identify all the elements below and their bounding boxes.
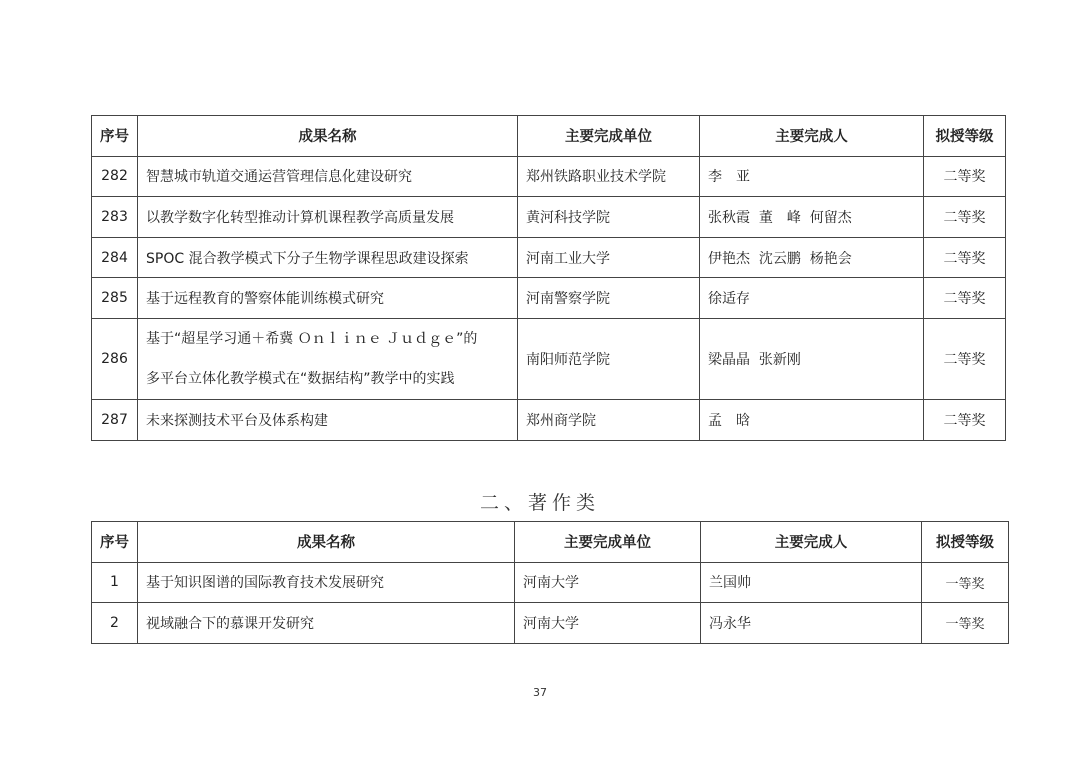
header-seq: 序号 [92,522,138,563]
cell-unit: 南阳师范学院 [518,318,700,399]
cell-name [138,318,518,399]
header-person: 主要完成人 [700,116,924,157]
header-seq: 序号 [92,116,138,157]
cell-name: 视域融合下的慕课开发研究 [138,603,515,644]
cell-name: 智慧城市轨道交通运营管理信息化建设研究 [138,156,518,197]
page-number: 37 [533,686,547,699]
cell-person: 梁晶晶 张新刚 [700,318,924,399]
cell-person: 徐适存 [700,278,924,319]
cell-seq: 286 [92,318,138,399]
table-row [92,278,1006,319]
cell-unit: 河南大学 [515,603,701,644]
cell-name-line1: 基于“超星学习通＋希冀 Ｏｎｌｉｎｅ Ｊｕｄｇｅ”的 [146,330,478,347]
cell-person: 冯永华 [701,603,922,644]
table-row [92,603,1009,644]
cell-grade: 二等奖 [924,237,1006,278]
cell-person: 兰国帅 [701,562,922,603]
awards-table-main [91,115,1006,441]
table-row [92,562,1009,603]
cell-grade: 一等奖 [922,603,1009,644]
header-name: 成果名称 [138,522,515,563]
section-title: 二、著作类 [479,492,600,514]
table-row [92,197,1006,238]
awards-table-books [91,521,1009,644]
cell-grade: 二等奖 [924,318,1006,399]
header-unit: 主要完成单位 [515,522,701,563]
cell-unit: 河南工业大学 [518,237,700,278]
cell-seq: 282 [92,156,138,197]
cell-grade: 二等奖 [924,399,1006,440]
header-grade: 拟授等级 [924,116,1006,157]
cell-name: 基于知识图谱的国际教育技术发展研究 [138,562,515,603]
cell-seq: 1 [92,562,138,603]
header-unit: 主要完成单位 [518,116,700,157]
cell-seq: 2 [92,603,138,644]
cell-person: 伊艳杰 沈云鹏 杨艳会 [700,237,924,278]
cell-name: SPOC 混合教学模式下分子生物学课程思政建设探索 [138,237,518,278]
cell-person: 李 亚 [700,156,924,197]
table-header-row [92,116,1006,157]
header-name: 成果名称 [138,116,518,157]
cell-name-line2: 多平台立体化教学模式在“数据结构”教学中的实践 [146,370,455,387]
cell-unit: 河南警察学院 [518,278,700,319]
cell-seq: 283 [92,197,138,238]
cell-grade: 一等奖 [922,562,1009,603]
cell-name: 基于远程教育的警察体能训练模式研究 [138,278,518,319]
cell-grade: 二等奖 [924,278,1006,319]
cell-unit: 黄河科技学院 [518,197,700,238]
cell-unit: 郑州铁路职业技术学院 [518,156,700,197]
cell-seq: 285 [92,278,138,319]
cell-unit: 河南大学 [515,562,701,603]
cell-person: 张秋霞 董 峰 何留杰 [700,197,924,238]
cell-grade: 二等奖 [924,156,1006,197]
cell-grade: 二等奖 [924,197,1006,238]
table-row [92,399,1006,440]
cell-seq: 284 [92,237,138,278]
cell-name: 未来探测技术平台及体系构建 [138,399,518,440]
cell-name: 以教学数字化转型推动计算机课程教学高质量发展 [138,197,518,238]
cell-unit: 郑州商学院 [518,399,700,440]
header-person: 主要完成人 [701,522,922,563]
table-row [92,156,1006,197]
table-row [92,318,1006,399]
cell-person: 孟 晗 [700,399,924,440]
table-row [92,237,1006,278]
header-grade: 拟授等级 [922,522,1009,563]
cell-seq: 287 [92,399,138,440]
table-header-row [92,522,1009,563]
